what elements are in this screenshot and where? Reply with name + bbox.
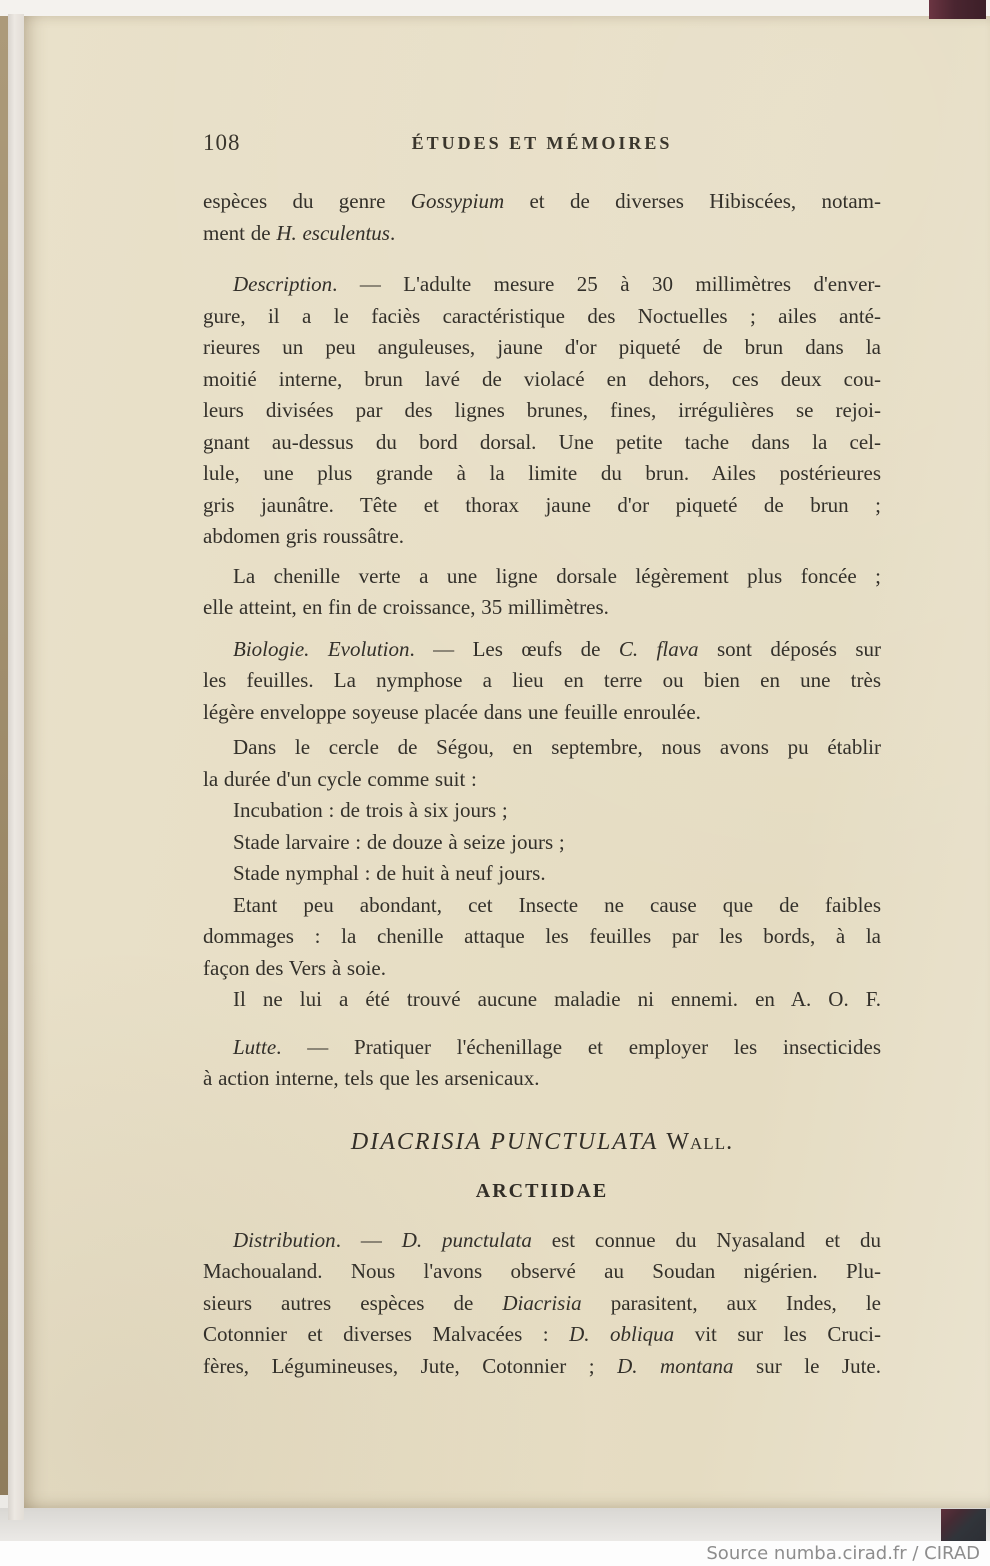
text-run: façon des Vers à soie.	[203, 955, 386, 980]
text-run: sont déposés sur	[698, 636, 881, 661]
text-line	[203, 1256, 881, 1288]
italic-text: Gossypium	[410, 189, 505, 213]
text-line	[203, 1032, 881, 1064]
text-line	[203, 186, 881, 218]
source-label: Source numba.cirad.fr / CIRAD	[706, 1543, 980, 1564]
scan-top-edge	[0, 0, 990, 16]
paragraph	[203, 984, 881, 1016]
text-run: légère enveloppe soyeuse placée dans une feuille enroulée.	[203, 699, 701, 724]
text-line	[203, 890, 881, 922]
text-run: ment de	[203, 220, 277, 245]
text-run: . — Pratiquer l'échenillage et employer les insecticides	[276, 1034, 881, 1059]
paragraph	[203, 1225, 881, 1383]
text-run: rieures un peu anguleuses, jaune d'or piqueté de brun dans la	[203, 335, 881, 359]
text-run: La chenille verte a une ligne dorsale légèrement plus foncée ;	[233, 563, 881, 588]
paragraph	[203, 269, 881, 553]
page-number: 108	[203, 130, 241, 155]
smallcaps-text: Wall.	[666, 1128, 734, 1155]
source-bar	[0, 1541, 990, 1566]
text-line	[203, 1288, 881, 1320]
text-line	[203, 732, 881, 764]
text-run: . — L'adulte mesure 25 à 30 millimètres d'enver-	[332, 272, 881, 296]
text-line	[203, 634, 881, 666]
text-line	[203, 1225, 881, 1257]
text-run: gnant au-dessus du bord dorsal. Une petite tache dans la cel-	[203, 429, 881, 454]
text-line	[203, 795, 881, 827]
italic-text: Biologie. Evolution	[233, 636, 410, 661]
paragraph	[203, 732, 881, 795]
italic-text: Diacrisia	[502, 1290, 582, 1315]
scan-bottom-gap	[0, 1508, 990, 1541]
text-run: . —	[335, 1227, 402, 1252]
text-run: .	[389, 220, 396, 245]
italic-text: D. obliqua	[569, 1322, 675, 1346]
text-line	[203, 218, 881, 250]
text-line	[203, 364, 881, 396]
text-run: abdomen gris roussâtre.	[203, 524, 405, 548]
text-run: moitié interne, brun lavé de violacé en dehors, ces deux cou-	[203, 366, 881, 391]
book-page	[24, 16, 990, 1508]
text-run: parasitent, aux Indes, le	[581, 1290, 881, 1315]
text-line	[203, 665, 881, 697]
running-header-title: ÉTUDES ET MÉMOIRES	[411, 133, 673, 153]
book-cover-corner-bottom	[941, 1509, 986, 1541]
text-line	[203, 301, 881, 333]
book-cover-corner-top	[929, 0, 986, 19]
text-line	[203, 858, 881, 890]
text-run: Etant peu abondant, cet Insecte ne cause que de faibles	[233, 892, 881, 917]
text-line	[203, 1063, 881, 1095]
text-run: est connue du Nyasaland et du	[531, 1227, 881, 1252]
text-run: sur le Jute.	[733, 1353, 881, 1378]
running-header-row	[203, 128, 881, 162]
text-run: espèces du genre	[203, 189, 411, 213]
text-run: Machoualand. Nous l'avons observé au Soudan nigérien. Plu-	[203, 1259, 881, 1283]
text-line	[203, 395, 881, 427]
text-line	[203, 521, 881, 553]
text-line	[203, 921, 881, 953]
paragraph	[203, 561, 881, 624]
text-run: et de diverses Hibiscées, notam-	[504, 189, 882, 213]
paragraph	[203, 1032, 881, 1095]
text-line	[203, 458, 881, 490]
text-line	[203, 427, 881, 459]
italic-text: H. esculentus	[276, 220, 390, 245]
species-heading	[203, 1125, 881, 1159]
text-line	[203, 984, 881, 1016]
italic-text: C. flava	[618, 636, 699, 661]
italic-text: D. montana	[617, 1353, 734, 1378]
text-line	[203, 827, 881, 859]
text-run: à action interne, tels que les arsenicaux.	[203, 1066, 540, 1090]
text-run: lule, une plus grande à la limite du brun. Ailes postérieures	[203, 461, 881, 485]
italic-text: Description	[233, 272, 333, 296]
text-run: gure, il a le faciès caractéristique des Noctuelles ; ailes anté-	[203, 303, 881, 328]
text-line	[203, 1319, 881, 1351]
italic-text: Lutte	[233, 1034, 277, 1059]
text-run: ARCTIIDAE	[475, 1179, 609, 1202]
text-run: Incubation : de trois à six jours ;	[233, 798, 508, 822]
paragraph	[203, 795, 881, 827]
italic-text: Distribution	[233, 1227, 336, 1252]
paragraph	[203, 186, 881, 249]
text-line	[203, 764, 881, 796]
text-run: gris jaunâtre. Tête et thorax jaune d'or piqueté de brun ;	[203, 492, 881, 517]
text-run: leurs divisées par des lignes brunes, fines, irrégulières se rejoi-	[203, 398, 881, 422]
italic-text: DIACRISIA PUNCTULATA	[350, 1128, 667, 1155]
paragraph	[203, 858, 881, 890]
text-run: les feuilles. La nymphose a lieu en terre ou bien en une très	[203, 668, 881, 692]
text-run: Stade larvaire : de douze à seize jours ;	[233, 829, 565, 854]
underlying-page-fore-edge	[8, 14, 24, 1520]
text-run: vit sur les Cruci-	[674, 1322, 882, 1346]
text-run: la durée d'un cycle comme suit :	[203, 766, 477, 791]
text-run: . — Les œufs de	[409, 636, 619, 661]
paragraph	[203, 827, 881, 859]
family-heading	[203, 1177, 881, 1205]
text-line	[203, 697, 881, 729]
text-line	[203, 561, 881, 593]
text-line	[203, 490, 881, 522]
italic-text: D. punctulata	[401, 1227, 532, 1252]
text-line	[203, 953, 881, 985]
text-line	[203, 269, 881, 301]
paragraph	[203, 634, 881, 729]
text-run: fères, Légumineuses, Jute, Cotonnier ;	[203, 1353, 618, 1378]
text-run: Il ne lui a été trouvé aucune maladie ni ennemi. en A. O. F.	[233, 987, 881, 1011]
text-run: sieurs autres espèces de	[203, 1290, 503, 1315]
text-line	[203, 592, 881, 624]
text-run: Cotonnier et diverses Malvacées :	[203, 1322, 570, 1346]
text-run: Dans le cercle de Ségou, en septembre, nous avons pu établir	[233, 735, 881, 759]
book-binding-edge	[0, 14, 8, 1495]
text-run: dommages : la chenille attaque les feuilles par les bords, à la	[203, 924, 881, 948]
paragraph	[203, 890, 881, 985]
text-run: Stade nymphal : de huit à neuf jours.	[233, 861, 546, 885]
text-line	[203, 1351, 881, 1383]
text-column	[203, 186, 881, 1382]
text-run: elle atteint, en fin de croissance, 35 millimètres.	[203, 595, 609, 619]
text-line	[203, 332, 881, 364]
